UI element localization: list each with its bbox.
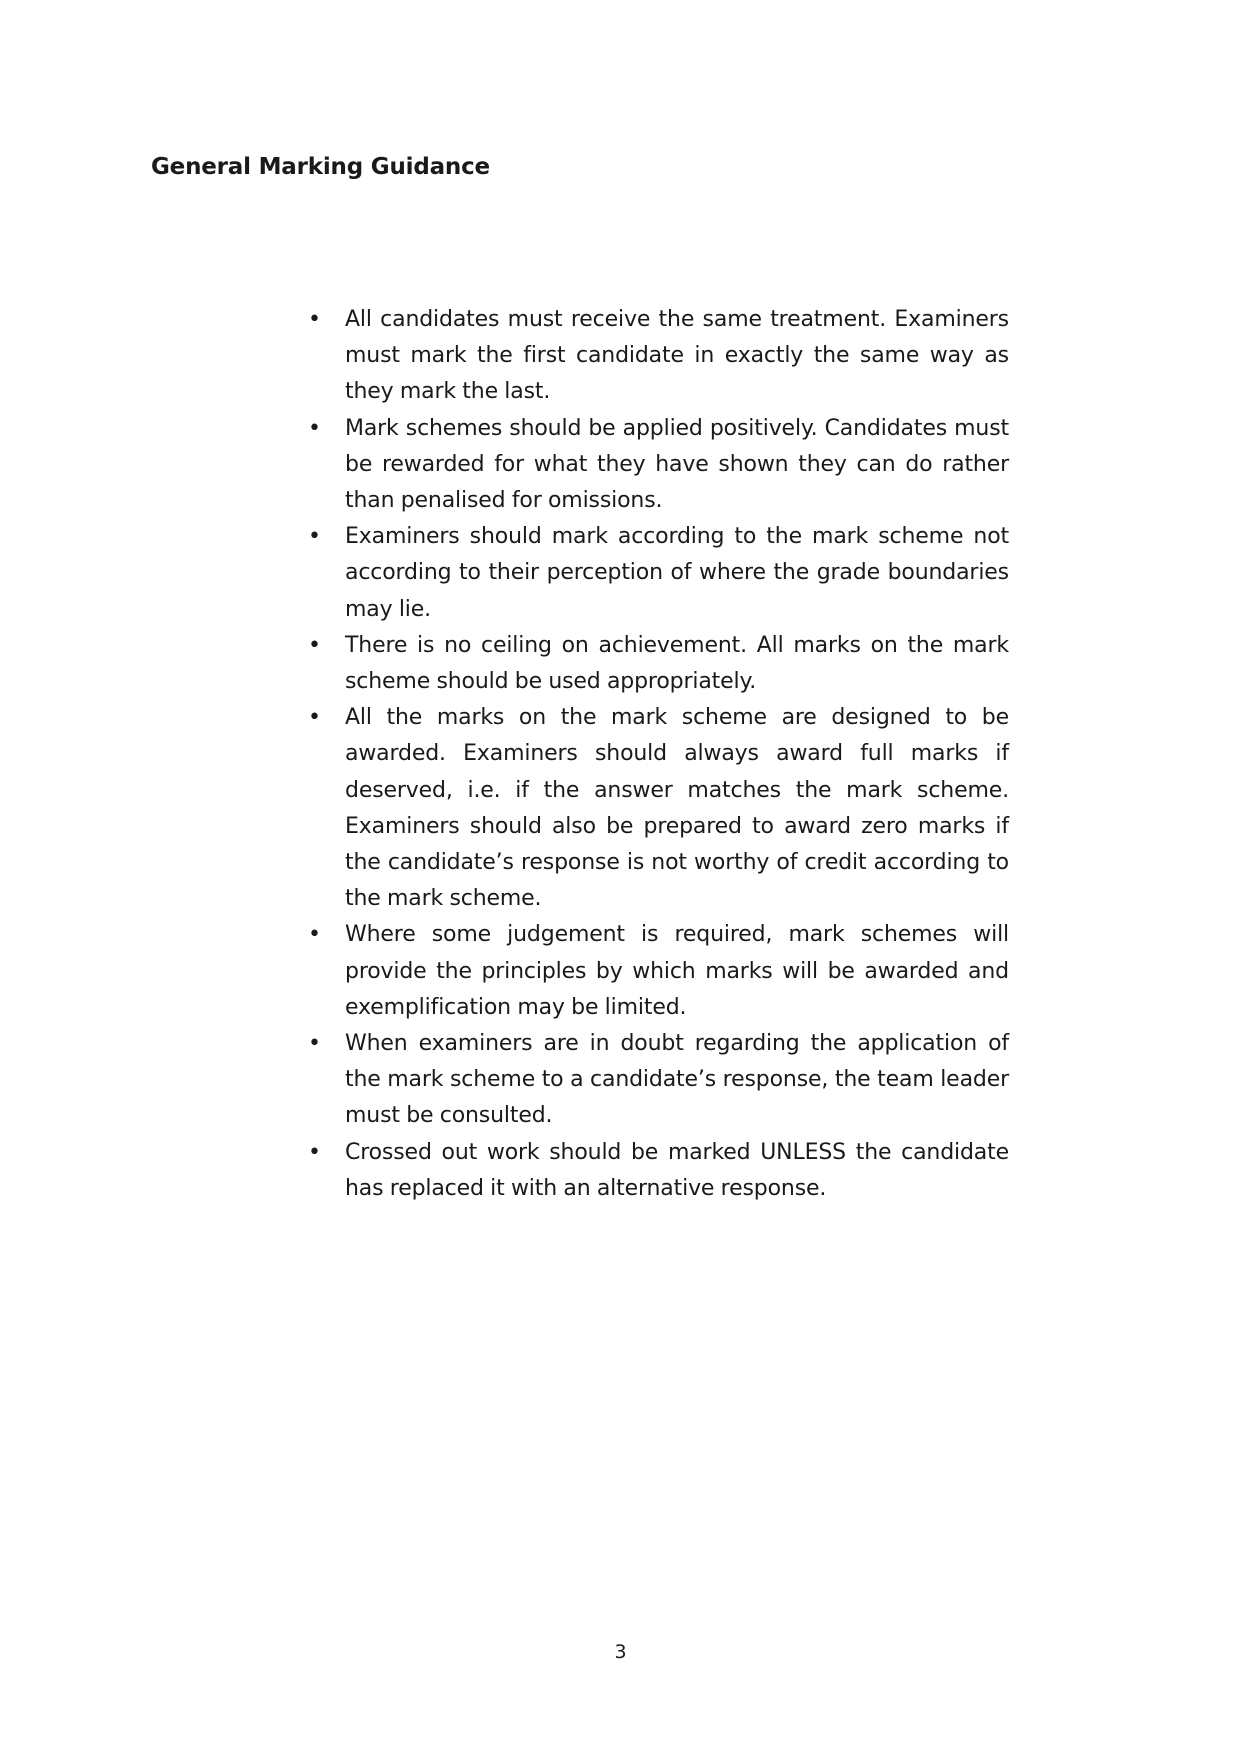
page-heading: General Marking Guidance — [151, 154, 490, 180]
list-item — [308, 1135, 1009, 1207]
list-item — [308, 700, 1009, 917]
list-item-text: There is no ceiling on achievement. All marks on the mark scheme should be used appropriately. — [345, 632, 1009, 695]
bullet-icon: • — [308, 705, 321, 731]
page-number: 3 — [614, 1641, 627, 1663]
guidance-list — [308, 302, 1009, 1207]
list-item — [308, 1026, 1009, 1135]
bullet-icon: • — [308, 1139, 321, 1165]
list-item — [308, 917, 1009, 1026]
list-item-text: Crossed out work should be marked UNLESS the candidate has replaced it with an alternative response. — [345, 1139, 1009, 1201]
list-item — [308, 302, 1009, 411]
list-item-text: When examiners are in doubt regarding the application of the mark scheme to a candidate’s response, the team leader must be consulted. — [345, 1031, 1009, 1129]
bullet-icon: • — [308, 922, 321, 948]
list-item-text: Examiners should mark according to the mark scheme not according to their perception of where the grade boundaries may lie. — [345, 524, 1009, 622]
list-item — [308, 411, 1009, 520]
list-item-text: All candidates must receive the same treatment. Examiners must mark the first candidate in exactly the same way as they mark the last. — [345, 307, 1009, 405]
bullet-icon: • — [308, 307, 321, 332]
bullet-icon: • — [308, 524, 321, 550]
bullet-icon: • — [308, 1031, 321, 1057]
bullet-icon: • — [308, 415, 321, 441]
list-item-text: Where some judgement is required, mark schemes will provide the principles by which marks will be awarded and exemplification may be limited. — [345, 922, 1009, 1020]
bullet-icon: • — [308, 632, 321, 658]
list-item — [308, 628, 1009, 700]
list-item-text: Mark schemes should be applied positively. Candidates must be rewarded for what they have shown they can do rather than penalised for omissions. — [345, 415, 1009, 514]
list-item — [308, 519, 1009, 628]
list-item-text: All the marks on the mark scheme are designed to be awarded. Examiners should always award full marks if deserved, i.e. if the answer matches the mark scheme. Examiners should also be prepared to award zero marks if the candidate’s response is not worthy of credit according to the mark scheme. — [345, 705, 1009, 912]
